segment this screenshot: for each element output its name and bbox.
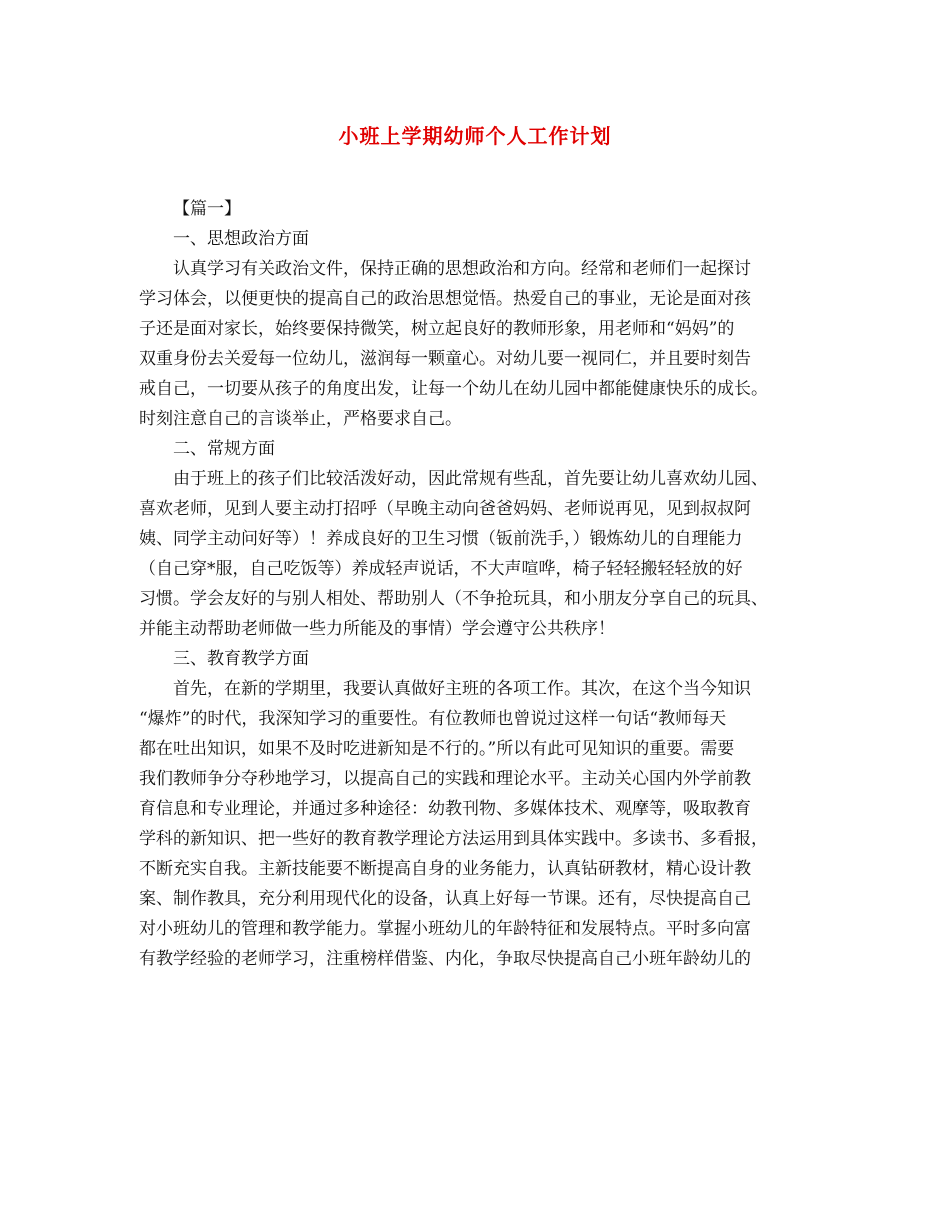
body-line: 姨、同学主动问好等）！养成良好的卫生习惯（钣前洗手，）锻炼幼儿的自理能力: [139, 529, 743, 549]
body-line: 不断充实自我。主新技能要不断提高自身的业务能力，认真钻研教材，精心设计教: [139, 859, 751, 879]
document-title: 小班上学期幼师个人工作计划: [338, 124, 612, 148]
body-line: 时刻注意自己的言谈举止，严格要求自己。: [139, 409, 462, 429]
body-line: 【篇一】: [173, 199, 241, 219]
body-line: 习惯。学会友好的与别人相处、帮助别人（不争抢玩具，和小朋友分享自己的玩具、: [139, 589, 768, 609]
body-line: 喜欢老师，见到人要主动打招呼（早晚主动向爸爸妈妈、老师说再见，见到叔叔阿: [139, 499, 751, 519]
body-line: 戒自己，一切要从孩子的角度出发，让每一个幼儿在幼儿园中都能健康快乐的成长。: [139, 379, 768, 399]
body-line: 学科的新知识、把一些好的教育教学理论方法运用到具体实践中。多读书、多看报，: [139, 829, 768, 849]
body-line: 认真学习有关政治文件，保持正确的思想政治和方向。经常和老师们一起探讨: [173, 259, 751, 279]
body-line: 三、教育教学方面: [173, 649, 309, 669]
body-line: 并能主动帮助老师做一些力所能及的事情）学会遵守公共秩序！: [139, 619, 615, 639]
body-line: 双重身份去关爱每一位幼儿，滋润每一颗童心。对幼儿要一视同仁，并且要时刻告: [139, 349, 751, 369]
body-line: 子还是面对家长，始终要保持微笑，树立起良好的教师形象，用老师和“妈妈”的: [139, 319, 735, 339]
body-line: （自己穿*服，自己吃饭等）养成轻声说话，不大声喧哗，椅子轻轻搬轻轻放的好: [139, 559, 743, 579]
body-line: 对小班幼儿的管理和教学能力。掌握小班幼儿的年龄特征和发展特点。平时多向富: [139, 919, 751, 939]
body-line: 案、制作教具，充分利用现代化的设备，认真上好每一节课。还有，尽快提高自己: [139, 889, 751, 909]
body-line: 二、常规方面: [173, 439, 275, 459]
body-line: 有教学经验的老师学习，注重榜样借鉴、内化，争取尽快提高自己小班年龄幼儿的: [139, 949, 751, 969]
body-line: 我们教师争分夺秒地学习，以提高自己的实践和理论水平。主动关心国内外学前教: [139, 769, 751, 789]
body-line: 由于班上的孩子们比较活泼好动，因此常规有些乱，首先要让幼儿喜欢幼儿园、: [173, 469, 768, 489]
body-line: 学习体会，以便更快的提高自己的政治思想觉悟。热爱自己的事业，无论是面对孩: [139, 289, 751, 309]
body-line: 首先，在新的学期里，我要认真做好主班的各项工作。其次，在这个当今知识: [173, 679, 751, 699]
body-line: 育信息和专业理论，并通过多种途径：幼教刊物、多媒体技术、观摩等，吸取教育: [139, 799, 751, 819]
body-line: 一、思想政治方面: [173, 229, 309, 249]
body-line: 都在吐出知识，如果不及时吃进新知是不行的。”所以有此可见知识的重要。需要: [139, 739, 735, 759]
document-body: [139, 194, 829, 974]
body-line: “爆炸”的时代，我深知学习的重要性。有位教师也曾说过这样一句话“教师每天: [139, 709, 727, 729]
